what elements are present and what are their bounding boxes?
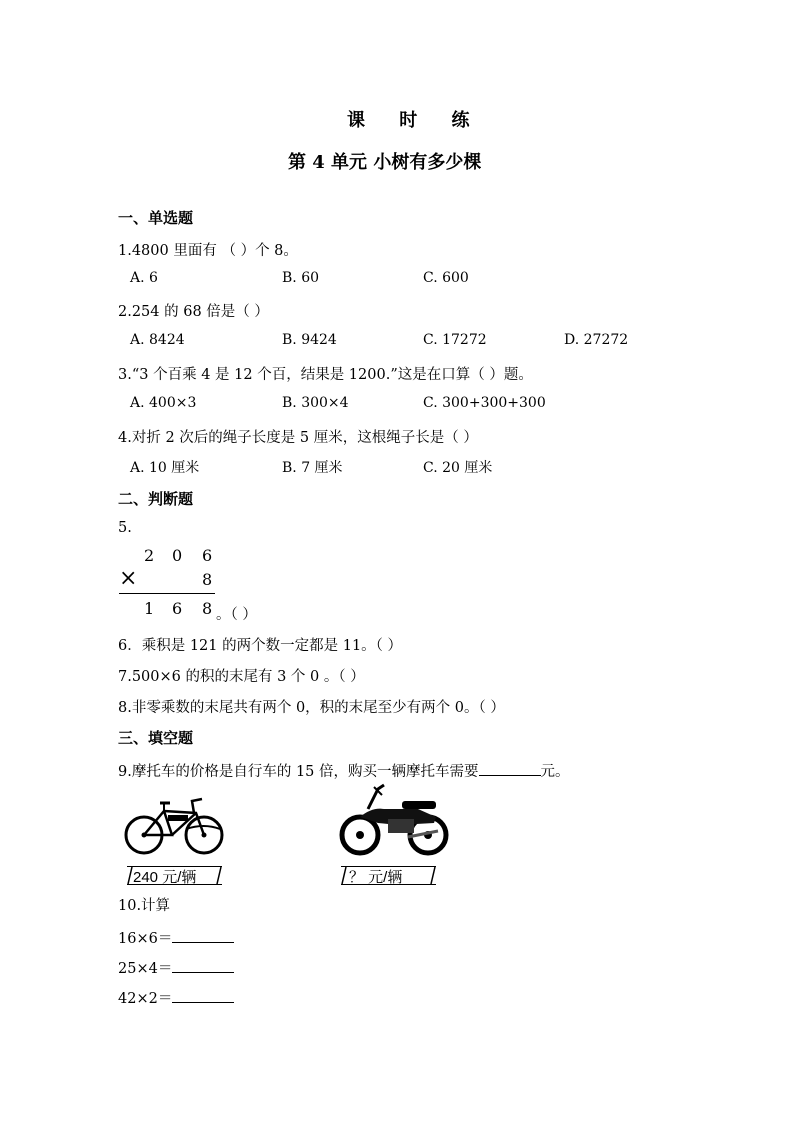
question-6: 6．乘积是 121 的两个数一定都是 11。（ ） — [118, 638, 403, 654]
q5-top-digit-1: 2 — [144, 546, 155, 565]
calc-row — [118, 987, 234, 1008]
q4-option-b: B. 7 厘米 — [282, 460, 343, 476]
q5-result-digit-3: 8 — [202, 599, 213, 618]
calc-expression: 16×6＝ — [118, 931, 173, 947]
calc-answer-blank[interactable] — [172, 988, 234, 1003]
section-heading-fill-in: 三、填空题 — [118, 729, 194, 747]
q5-multiplier: 8 — [202, 570, 213, 589]
calc-row — [118, 957, 234, 978]
q9-unit: 元。 — [540, 764, 570, 780]
calc-row — [118, 927, 234, 948]
page-title: 课 时 练 — [347, 110, 484, 131]
bicycle-price: 240 元/辆 — [133, 869, 197, 886]
motorcycle-price-tag — [341, 866, 436, 885]
q2-option-a: A. 8424 — [130, 332, 185, 348]
question-9 — [118, 760, 570, 781]
q9-answer-blank[interactable] — [479, 761, 541, 776]
q3-option-a: A. 400×3 — [130, 395, 197, 411]
bicycle-price-tag — [127, 866, 222, 885]
question-1: 1.4800 里面有 （ ）个 8。 — [118, 243, 298, 259]
q2-option-c: C. 17272 — [423, 332, 487, 348]
calc-answer-blank[interactable] — [172, 958, 234, 973]
question-2: 2.254 的 68 倍是（ ） — [118, 304, 269, 320]
q1-option-c: C. 600 — [423, 270, 469, 286]
q3-option-b: B. 300×4 — [282, 395, 349, 411]
q5-answer-bracket: 。（ ） — [216, 607, 257, 623]
q5-top-digit-2: 0 — [172, 546, 183, 565]
question-10-label: 10.计算 — [118, 898, 171, 914]
motorcycle-icon — [338, 783, 450, 857]
question-4: 4.对折 2 次后的绳子长度是 5 厘米，这根绳子长是（ ） — [118, 430, 478, 446]
q5-result-digit-2: 6 — [172, 599, 183, 618]
q1-option-b: B. 60 — [282, 270, 320, 286]
q5-result-digit-1: 1 — [144, 599, 155, 618]
calc-expression: 25×4＝ — [118, 961, 173, 977]
calc-answer-blank[interactable] — [172, 928, 234, 943]
unit-subtitle: 第 4 单元 小树有多少棵 — [288, 152, 482, 173]
section-heading-single-choice: 一、单选题 — [118, 209, 194, 227]
q3-option-c: C. 300+300+300 — [423, 395, 546, 411]
q4-option-c: C. 20 厘米 — [423, 460, 493, 476]
question-5-label: 5. — [118, 520, 132, 536]
q5-top-digit-3: 6 — [202, 546, 213, 565]
multiply-sign: × — [119, 566, 138, 591]
q2-option-d: D. 27272 — [564, 332, 629, 348]
calc-line — [119, 593, 215, 594]
question-8: 8.非零乘数的末尾共有两个 0，积的末尾至少有两个 0。（ ） — [118, 700, 505, 716]
section-heading-true-false: 二、判断题 — [118, 490, 194, 508]
q2-option-b: B. 9424 — [282, 332, 337, 348]
calc-expression: 42×2＝ — [118, 991, 173, 1007]
question-3: 3.“3 个百乘 4 是 12 个百，结果是 1200.”这是在口算（ ）题。 — [118, 367, 533, 383]
q4-option-a: A. 10 厘米 — [130, 460, 200, 476]
bicycle-icon — [124, 793, 226, 857]
question-7: 7.500×6 的积的末尾有 3 个 0 。（ ） — [118, 669, 365, 685]
q9-text: 9.摩托车的价格是自行车的 15 倍，购买一辆摩托车需要 — [118, 764, 479, 780]
q1-option-a: A. 6 — [130, 270, 158, 286]
motorcycle-price: ？ 元/辆 — [349, 869, 403, 886]
